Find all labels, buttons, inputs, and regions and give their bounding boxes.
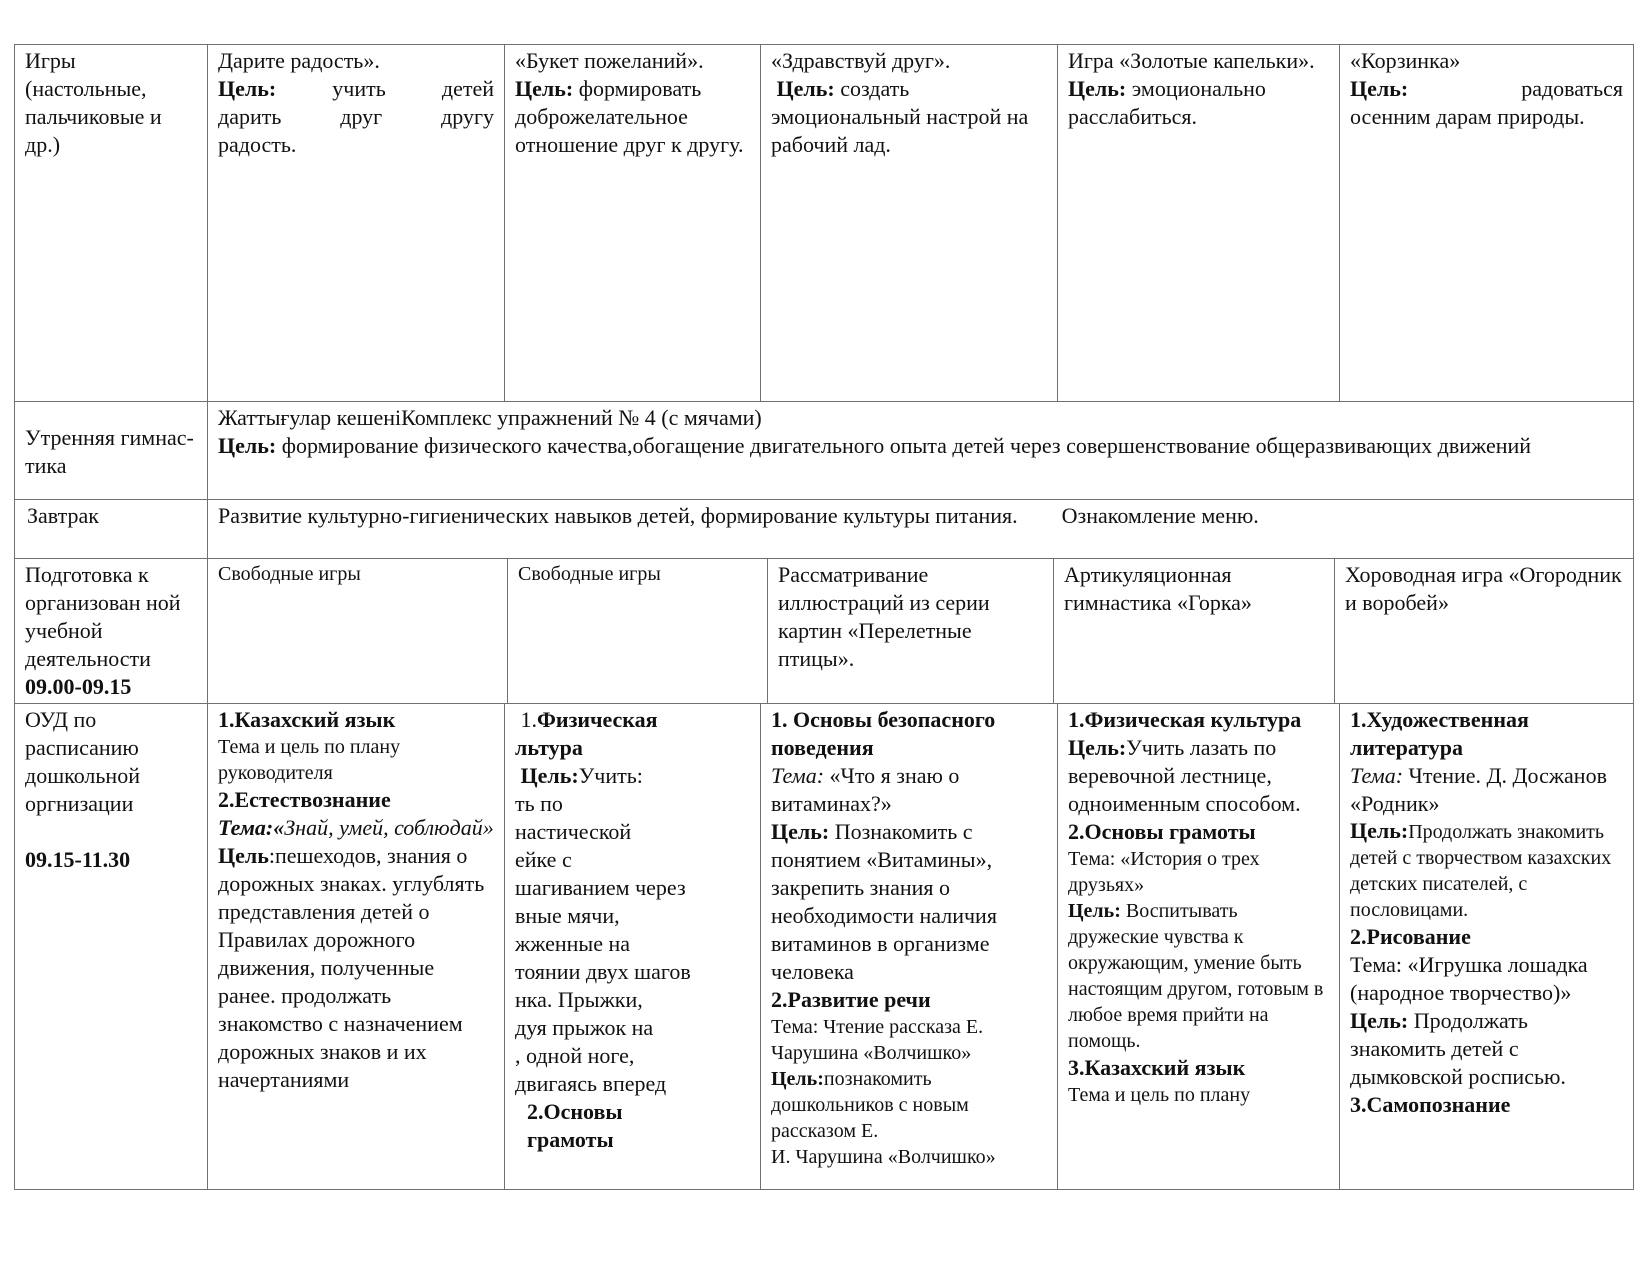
breakfast-text-menu: Ознакомление меню. bbox=[1061, 503, 1259, 528]
games-col4-title: Игра «Золотые капельки». bbox=[1068, 48, 1315, 73]
goal-word: детей bbox=[441, 76, 494, 101]
goal-label: Цель: bbox=[1068, 76, 1127, 101]
oud-col1-heading1: 1.Казахский язык bbox=[218, 707, 396, 732]
theme-label: Тема: bbox=[771, 763, 825, 788]
oud-col2-line: вные мячи, bbox=[515, 903, 620, 928]
oud-col3-goal bbox=[771, 818, 1047, 986]
goal-text: Учить лазать по веревочной лестнице, одноименным способом. bbox=[1068, 735, 1301, 816]
prep-col1-cell bbox=[207, 558, 508, 704]
oud-col4-theme2: Тема: «История о трех друзьях» bbox=[1068, 848, 1260, 896]
prep-col4-text: Артикуляционная гимнастика «Горка» bbox=[1064, 562, 1252, 615]
goal-label: Цель: bbox=[1068, 900, 1121, 922]
goal-text: :пешеходов, знания о дорожных знаках. углублять представления детей о Правилах дорожного движения, полученные ранее. продолжать знакомство с назначением дорожных знаков и их начертаниями bbox=[218, 843, 485, 1092]
oud-col1-text1: Тема и цель по плану руководителя bbox=[218, 736, 401, 784]
games-col2-goal bbox=[515, 75, 750, 159]
oud-col2-line: шагиванием через bbox=[515, 875, 686, 900]
goal-label: Цель: bbox=[515, 76, 574, 101]
oud-col3-goal2 bbox=[771, 1066, 1047, 1144]
goal-label: Цель: bbox=[1068, 735, 1127, 760]
oud-col1-goal bbox=[218, 842, 494, 1094]
games-col2-cell bbox=[504, 44, 761, 402]
oud-col2-line: нка. Прыжки, bbox=[515, 987, 643, 1012]
oud-col2-heading1-cont: льтура bbox=[515, 735, 583, 760]
goal-label: Цель: bbox=[520, 763, 579, 788]
prep-label-cell bbox=[14, 558, 208, 704]
goal-text: Продолжать знакомить детей с дымковской росписью. bbox=[1350, 1008, 1566, 1089]
games-col5-goal-line1 bbox=[1350, 75, 1623, 103]
oud-label: ОУД по расписанию дошкольной оргнизации bbox=[25, 707, 140, 816]
oud-col2-heading2: 2.Основы грамоты bbox=[527, 1099, 623, 1152]
oud-col4-goal bbox=[1068, 734, 1329, 818]
oud-col3-last-line: И. Чарушина «Волчишко» bbox=[771, 1146, 996, 1168]
oud-col2-line: жженные на bbox=[515, 931, 631, 956]
prep-col3-cell bbox=[767, 558, 1054, 704]
games-col5-cell bbox=[1339, 44, 1634, 402]
games-col1-cell bbox=[207, 44, 505, 402]
games-label-cell bbox=[14, 44, 208, 402]
oud-col4-theme3: Тема и цель по плану bbox=[1068, 1084, 1251, 1106]
goal-text: Учить: bbox=[578, 763, 643, 788]
games-col4-cell bbox=[1057, 44, 1340, 402]
theme-text: Чтение. Д. Досжанов «Родник» bbox=[1350, 763, 1607, 816]
breakfast-text bbox=[218, 502, 1623, 530]
goal-label: Цель: bbox=[776, 76, 835, 101]
oud-col4-goal2 bbox=[1068, 898, 1329, 1054]
prep-col3-text: Рассматривание иллюстраций из серии картин «Перелетные птицы». bbox=[778, 562, 990, 671]
theme-text: «Что я знаю о витаминах?» bbox=[771, 763, 960, 816]
goal-label: Цель: bbox=[218, 76, 277, 101]
goal-label: Цель: bbox=[218, 433, 277, 458]
games-label: Игры (настольные, пальчиковые и др.) bbox=[25, 48, 162, 157]
goal-word: дарить bbox=[218, 104, 282, 129]
breakfast-label: Завтрак bbox=[27, 503, 99, 528]
prep-col5-text: Хороводная игра «Огородник и воробей» bbox=[1345, 562, 1622, 615]
oud-col2-line: тоянии двух шагов bbox=[515, 959, 691, 984]
oud-col5-theme bbox=[1350, 762, 1623, 818]
goal-text: эмоционально расслабиться. bbox=[1068, 76, 1266, 129]
prep-label: Подготовка к организован ной учебной деятельности bbox=[25, 562, 181, 671]
goal-word: радоваться bbox=[1521, 76, 1623, 101]
goal-label: Цель: bbox=[1350, 76, 1409, 101]
games-col2-title: «Букет пожеланий». bbox=[515, 48, 704, 73]
games-col1-title: Дарите радость». bbox=[218, 48, 380, 73]
breakfast-content-cell bbox=[207, 499, 1634, 559]
goal-text: Познакомить с понятием «Витамины», закрепить знания о необходимости наличия витаминов в организме человека bbox=[771, 819, 997, 984]
oud-label-cell bbox=[14, 703, 208, 1190]
prep-col2-text: Свободные игры bbox=[518, 563, 661, 585]
oud-col1-cell bbox=[207, 703, 505, 1190]
prep-col4-cell bbox=[1053, 558, 1335, 704]
gym-title: Жаттығулар кешеніКомплекс упражнений № 4 (с мячами) bbox=[218, 405, 762, 430]
games-col3-goal bbox=[771, 75, 1047, 159]
goal-label: Цель bbox=[218, 843, 269, 868]
breakfast-label-cell bbox=[14, 499, 208, 559]
oud-col2-line: ейке с bbox=[515, 847, 572, 872]
goal-label: Цель: bbox=[771, 1068, 824, 1090]
oud-col5-goal2 bbox=[1350, 1007, 1623, 1091]
theme-label: Тема:« bbox=[218, 815, 285, 840]
oud-col3-theme2: Тема: Чтение рассказа Е. Чарушина «Волчишко» bbox=[771, 1016, 984, 1064]
goal-label: Цель: bbox=[1350, 818, 1409, 843]
gym-content-cell bbox=[207, 401, 1634, 500]
oud-col2-heading1 bbox=[515, 706, 750, 734]
prep-col2-cell bbox=[507, 558, 768, 704]
goal-word: другу bbox=[441, 104, 494, 129]
goal-label: Цель: bbox=[1350, 1008, 1409, 1033]
games-col5-title: «Корзинка» bbox=[1350, 48, 1461, 73]
gym-label-cell bbox=[14, 401, 208, 500]
prep-time: 09.00-09.15 bbox=[25, 674, 132, 699]
oud-col5-heading2: 2.Рисование bbox=[1350, 924, 1471, 949]
oud-col3-heading2: 2.Развитие речи bbox=[771, 987, 931, 1012]
goal-text: познакомить дошкольников с новым рассказом Е. bbox=[771, 1068, 969, 1142]
oud-col2-line: ть по bbox=[515, 791, 563, 816]
theme-text: Знай, умей, соблюдай» bbox=[284, 815, 494, 840]
goal-word: учить bbox=[332, 76, 386, 101]
goal-text: формировать доброжелательное отношение друг к другу. bbox=[515, 76, 744, 157]
oud-col5-heading3: 3.Самопознание bbox=[1350, 1092, 1511, 1117]
prep-col5-cell bbox=[1334, 558, 1634, 704]
oud-col4-cell bbox=[1057, 703, 1340, 1190]
oud-col3-heading1: 1. Основы безопасного поведения bbox=[771, 707, 996, 760]
oud-col2-line: дуя прыжок на bbox=[515, 1015, 654, 1040]
games-col1-goal-line2 bbox=[218, 103, 494, 131]
oud-col2-cell bbox=[504, 703, 761, 1190]
games-col5-goal-line2: осенним дарам природы. bbox=[1350, 104, 1585, 129]
gym-label: Утренняя гимнас-тика bbox=[25, 425, 194, 478]
oud-col2-line: , одной ноге, bbox=[515, 1043, 635, 1068]
oud-col3-theme bbox=[771, 762, 1047, 818]
theme-label: Тема: bbox=[1350, 763, 1404, 788]
goal-text: формирование физического качества,обогащение двигательного опыта детей через совершенствование общеразвивающих движений bbox=[281, 433, 1532, 458]
oud-col4-heading1: 1.Физическая культура bbox=[1068, 707, 1302, 732]
oud-col5-theme2: Тема: «Игрушка лошадка (народное творчество)» bbox=[1350, 952, 1588, 1005]
heading-text: Физическая bbox=[537, 707, 658, 732]
games-col1-goal-line3: радость. bbox=[218, 132, 297, 157]
oud-col4-heading3: 3.Казахский язык bbox=[1068, 1055, 1246, 1080]
goal-label: Цель: bbox=[771, 819, 830, 844]
goal-text: Воспитывать дружеские чувства к окружающим, умение быть настоящим другом, готовым в любое время прийти на помощь. bbox=[1068, 900, 1324, 1052]
oud-col2-goal bbox=[515, 762, 750, 790]
heading-number: 1. bbox=[520, 707, 537, 732]
games-col3-title: «Здравствуй друг». bbox=[771, 48, 951, 73]
oud-col1-heading2: 2.Естествознание bbox=[218, 787, 391, 812]
goal-text: создать эмоциональный настрой на рабочий лад. bbox=[771, 76, 1029, 157]
oud-col1-theme bbox=[218, 814, 494, 842]
gym-goal bbox=[218, 432, 1623, 460]
games-col1-goal-line1 bbox=[218, 75, 494, 103]
breakfast-text-main: Развитие культурно-гигиенических навыков детей, формирование культуры питания. bbox=[218, 503, 1018, 528]
games-col3-cell bbox=[760, 44, 1058, 402]
goal-word: друг bbox=[340, 104, 383, 129]
oud-col5-goal bbox=[1350, 818, 1623, 923]
oud-col5-heading1: 1.Художественная литература bbox=[1350, 707, 1529, 760]
oud-col2-line: настической bbox=[515, 819, 632, 844]
oud-time: 09.15-11.30 bbox=[25, 847, 131, 872]
oud-col2-line: двигаясь вперед bbox=[515, 1071, 667, 1096]
goal-text: Продолжать знакомить детей с творчеством казахских детских писателей, с пословицами. bbox=[1350, 821, 1612, 921]
oud-col3-cell bbox=[760, 703, 1058, 1190]
oud-col4-heading2: 2.Основы грамоты bbox=[1068, 819, 1256, 844]
oud-col5-cell bbox=[1339, 703, 1634, 1190]
games-col4-goal bbox=[1068, 75, 1329, 131]
prep-col1-text: Свободные игры bbox=[218, 563, 361, 585]
